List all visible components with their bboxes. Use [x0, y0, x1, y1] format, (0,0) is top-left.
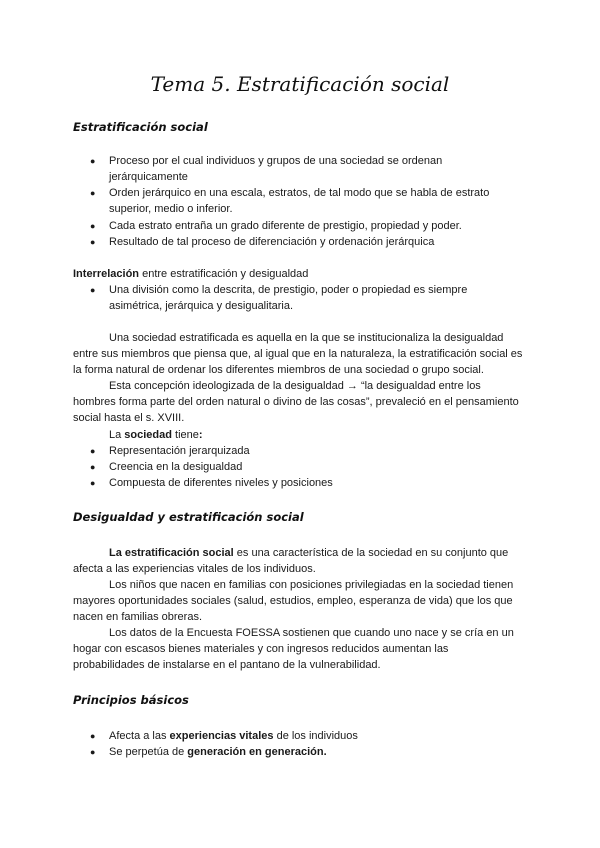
bullet-icon: ● [90, 237, 96, 247]
paragraph-line: mayores oportunidades sociales (salud, estudios, empleo, esperanza de vida) que los que [73, 595, 513, 607]
list-item: Proceso por el cual individuos y grupos de una sociedad se ordenan [109, 155, 443, 167]
text-fragment: Afecta a las [109, 730, 170, 742]
bullet-icon: ● [90, 188, 96, 198]
list-item: Orden jerárquico en una escala, estratos, de tal modo que se habla de estrato [109, 187, 490, 199]
list-item [109, 744, 327, 760]
list-item-continuation: asimétrica, jerárquica y desigualitaria. [109, 300, 294, 312]
bold-fragment: : [198, 429, 203, 441]
bullet-icon: ● [90, 731, 96, 741]
bold-fragment: generación en generación. [187, 746, 327, 758]
paragraph-line: probabilidades de instalarse en el pantano de la vulnerabilidad. [73, 659, 381, 671]
bullet-icon: ● [90, 446, 96, 456]
interrelation-line [73, 266, 308, 282]
list-item: Cada estrato entraña un grado diferente de prestigio, propiedad y poder. [109, 220, 462, 232]
page-title: Tema 5. Estratificación social [150, 72, 450, 96]
list-item: Representación jerarquizada [109, 445, 250, 457]
bold-fragment: sociedad [124, 429, 172, 441]
paragraph-line: nacen en familias obreras. [73, 611, 203, 623]
paragraph-line: afecta a las experiencias vitales de los individuos. [73, 563, 316, 575]
bullet-icon: ● [90, 221, 96, 231]
paragraph-line: hogar con escasos bienes materiales y con ingresos reducidos aumentan las [73, 643, 449, 655]
section-heading-estratificacion: Estratificación social [73, 120, 208, 134]
section-heading-desigualdad: Desigualdad y estratificación social [73, 510, 304, 524]
interrelation-text: entre estratificación y desigualdad [139, 268, 309, 280]
text-fragment: tiene [171, 429, 199, 441]
list-item [109, 728, 358, 744]
paragraph-line: Una sociedad estratificada es aquella en la que se institucionaliza la desigualdad [109, 332, 504, 344]
paragraph-line [109, 545, 508, 561]
bullet-icon: ● [90, 156, 96, 166]
list-item-continuation: jerárquicamente [109, 171, 188, 183]
list-item: Creencia en la desigualdad [109, 461, 243, 473]
paragraph-line: Esta concepción ideologizada de la desigualdad → “la desigualdad entre los [109, 380, 481, 392]
bullet-icon: ● [90, 747, 96, 757]
list-item: Una división como la descrita, de prestigio, poder o propiedad es siempre [109, 284, 468, 296]
text-fragment: Se perpetúa de [109, 746, 188, 758]
bullet-icon: ● [90, 285, 96, 295]
bullet-icon: ● [90, 462, 96, 472]
paragraph-line: Los niños que nacen en familias con posiciones privilegiadas en la sociedad tienen [109, 579, 514, 591]
bullet-icon: ● [90, 478, 96, 488]
list-item: Resultado de tal proceso de diferenciación y ordenación jerárquica [109, 236, 435, 248]
bold-fragment: experiencias vitales [169, 730, 274, 742]
section-heading-principios: Principios básicos [73, 693, 189, 707]
bold-fragment: La estratificación social [109, 547, 234, 559]
paragraph-line: entre sus miembros que piensa que, al igual que en la naturaleza, la estratificación social es [73, 348, 523, 360]
paragraph-line: la forma natural de ordenar los diferentes miembros de una sociedad o grupo social. [73, 364, 484, 376]
list-item: Compuesta de diferentes niveles y posiciones [109, 477, 333, 489]
paragraph-line: hombres forma parte del orden natural o divino de las cosas”, prevaleció en el pensamiento [73, 396, 519, 408]
list-item-continuation: superior, medio o inferior. [109, 203, 233, 215]
paragraph-line: Los datos de la Encuesta FOESSA sostienen que cuando uno nace y se cría en un [109, 627, 514, 639]
interrelation-bold: Interrelación [73, 268, 140, 280]
sociedad-tiene-line [109, 427, 203, 443]
text-fragment: de los individuos [273, 730, 358, 742]
paragraph-line: social hasta el s. XVIII. [73, 412, 185, 424]
text-fragment: es una característica de la sociedad en su conjunto que [233, 547, 509, 559]
text-fragment: La [109, 429, 125, 441]
